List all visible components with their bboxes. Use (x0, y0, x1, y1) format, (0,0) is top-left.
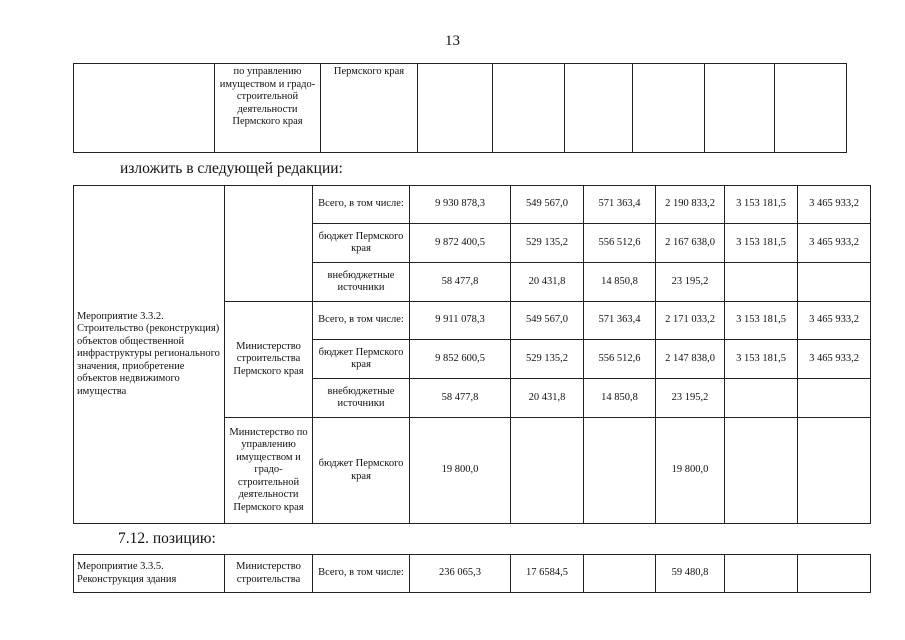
value-cell (565, 64, 633, 153)
value-cell (798, 263, 871, 302)
measure-cell: Мероприятие 3.3.5. Реконструкция здания (74, 555, 225, 593)
value-cell (511, 418, 584, 524)
value-cell: 2 147 838,0 (656, 340, 725, 379)
executor-cell: Министерство по управлению имуществом и градо-строительной деятельности Пермского края (225, 418, 313, 524)
value-cell: 3 465 933,2 (798, 224, 871, 263)
value-cell: 2 171 033,2 (656, 302, 725, 340)
source-cell: внебюджетные источники (313, 379, 410, 418)
value-cell: 3 465 933,2 (798, 340, 871, 379)
measure-cell (74, 64, 215, 153)
source-cell: Всего, в том числе: (313, 186, 410, 224)
value-cell: 571 363,4 (584, 302, 656, 340)
value-cell: 549 567,0 (511, 186, 584, 224)
value-cell: 2 190 833,2 (656, 186, 725, 224)
source-cell: Пермского края (321, 64, 418, 153)
value-cell (725, 418, 798, 524)
page-number: 13 (445, 33, 460, 49)
value-cell: 23 195,2 (656, 263, 725, 302)
value-cell (418, 64, 493, 153)
executor-cell: Министерство строительства (225, 555, 313, 593)
value-cell: 236 065,3 (410, 555, 511, 593)
value-cell: 14 850,8 (584, 379, 656, 418)
value-cell: 58 477,8 (410, 379, 511, 418)
section-heading: 7.12. позицию: (118, 530, 216, 547)
value-cell: 9 911 078,3 (410, 302, 511, 340)
value-cell: 20 431,8 (511, 379, 584, 418)
position-table (73, 554, 871, 593)
value-cell: 3 153 181,5 (725, 224, 798, 263)
value-cell: 58 477,8 (410, 263, 511, 302)
value-cell (798, 379, 871, 418)
value-cell (798, 418, 871, 524)
continuation-table (73, 63, 847, 153)
value-cell: 17 6584,5 (511, 555, 584, 593)
executor-cell (225, 186, 313, 302)
value-cell (725, 379, 798, 418)
value-cell (775, 64, 847, 153)
value-cell: 529 135,2 (511, 340, 584, 379)
value-cell: 549 567,0 (511, 302, 584, 340)
value-cell (584, 418, 656, 524)
source-cell: бюджет Пермского края (313, 418, 410, 524)
measure-cell: Мероприятие 3.3.2. Строительство (реконструкция) объектов общественной инфраструктуры регионального значения, приобретение объектов недвижимого имущества (74, 186, 225, 524)
executor-cell: Министерство строительства Пермского края (225, 302, 313, 418)
value-cell (725, 555, 798, 593)
value-cell: 19 800,0 (656, 418, 725, 524)
source-cell: внебюджетные источники (313, 263, 410, 302)
financing-table (73, 185, 871, 524)
value-cell: 59 480,8 (656, 555, 725, 593)
source-cell: Всего, в том числе: (313, 555, 410, 593)
value-cell: 3 465 933,2 (798, 302, 871, 340)
value-cell: 529 135,2 (511, 224, 584, 263)
value-cell: 2 167 638,0 (656, 224, 725, 263)
value-cell: 9 930 878,3 (410, 186, 511, 224)
table-row (74, 555, 871, 593)
source-cell: Всего, в том числе: (313, 302, 410, 340)
value-cell: 14 850,8 (584, 263, 656, 302)
value-cell: 20 431,8 (511, 263, 584, 302)
value-cell (633, 64, 705, 153)
value-cell (493, 64, 565, 153)
value-cell: 19 800,0 (410, 418, 511, 524)
source-cell: бюджет Пермского края (313, 224, 410, 263)
value-cell (725, 263, 798, 302)
value-cell: 3 465 933,2 (798, 186, 871, 224)
value-cell (705, 64, 775, 153)
value-cell (798, 555, 871, 593)
table-row (74, 186, 871, 224)
source-cell: бюджет Пермского края (313, 340, 410, 379)
value-cell: 3 153 181,5 (725, 186, 798, 224)
value-cell: 3 153 181,5 (725, 302, 798, 340)
value-cell: 9 852 600,5 (410, 340, 511, 379)
value-cell: 556 512,6 (584, 224, 656, 263)
value-cell (584, 555, 656, 593)
value-cell: 3 153 181,5 (725, 340, 798, 379)
value-cell: 556 512,6 (584, 340, 656, 379)
section-heading: изложить в следующей редакции: (120, 160, 343, 177)
executor-cell: по управлению имуществом и градо-строительной деятельности Пермского края (215, 64, 321, 153)
value-cell: 571 363,4 (584, 186, 656, 224)
value-cell: 9 872 400,5 (410, 224, 511, 263)
value-cell: 23 195,2 (656, 379, 725, 418)
